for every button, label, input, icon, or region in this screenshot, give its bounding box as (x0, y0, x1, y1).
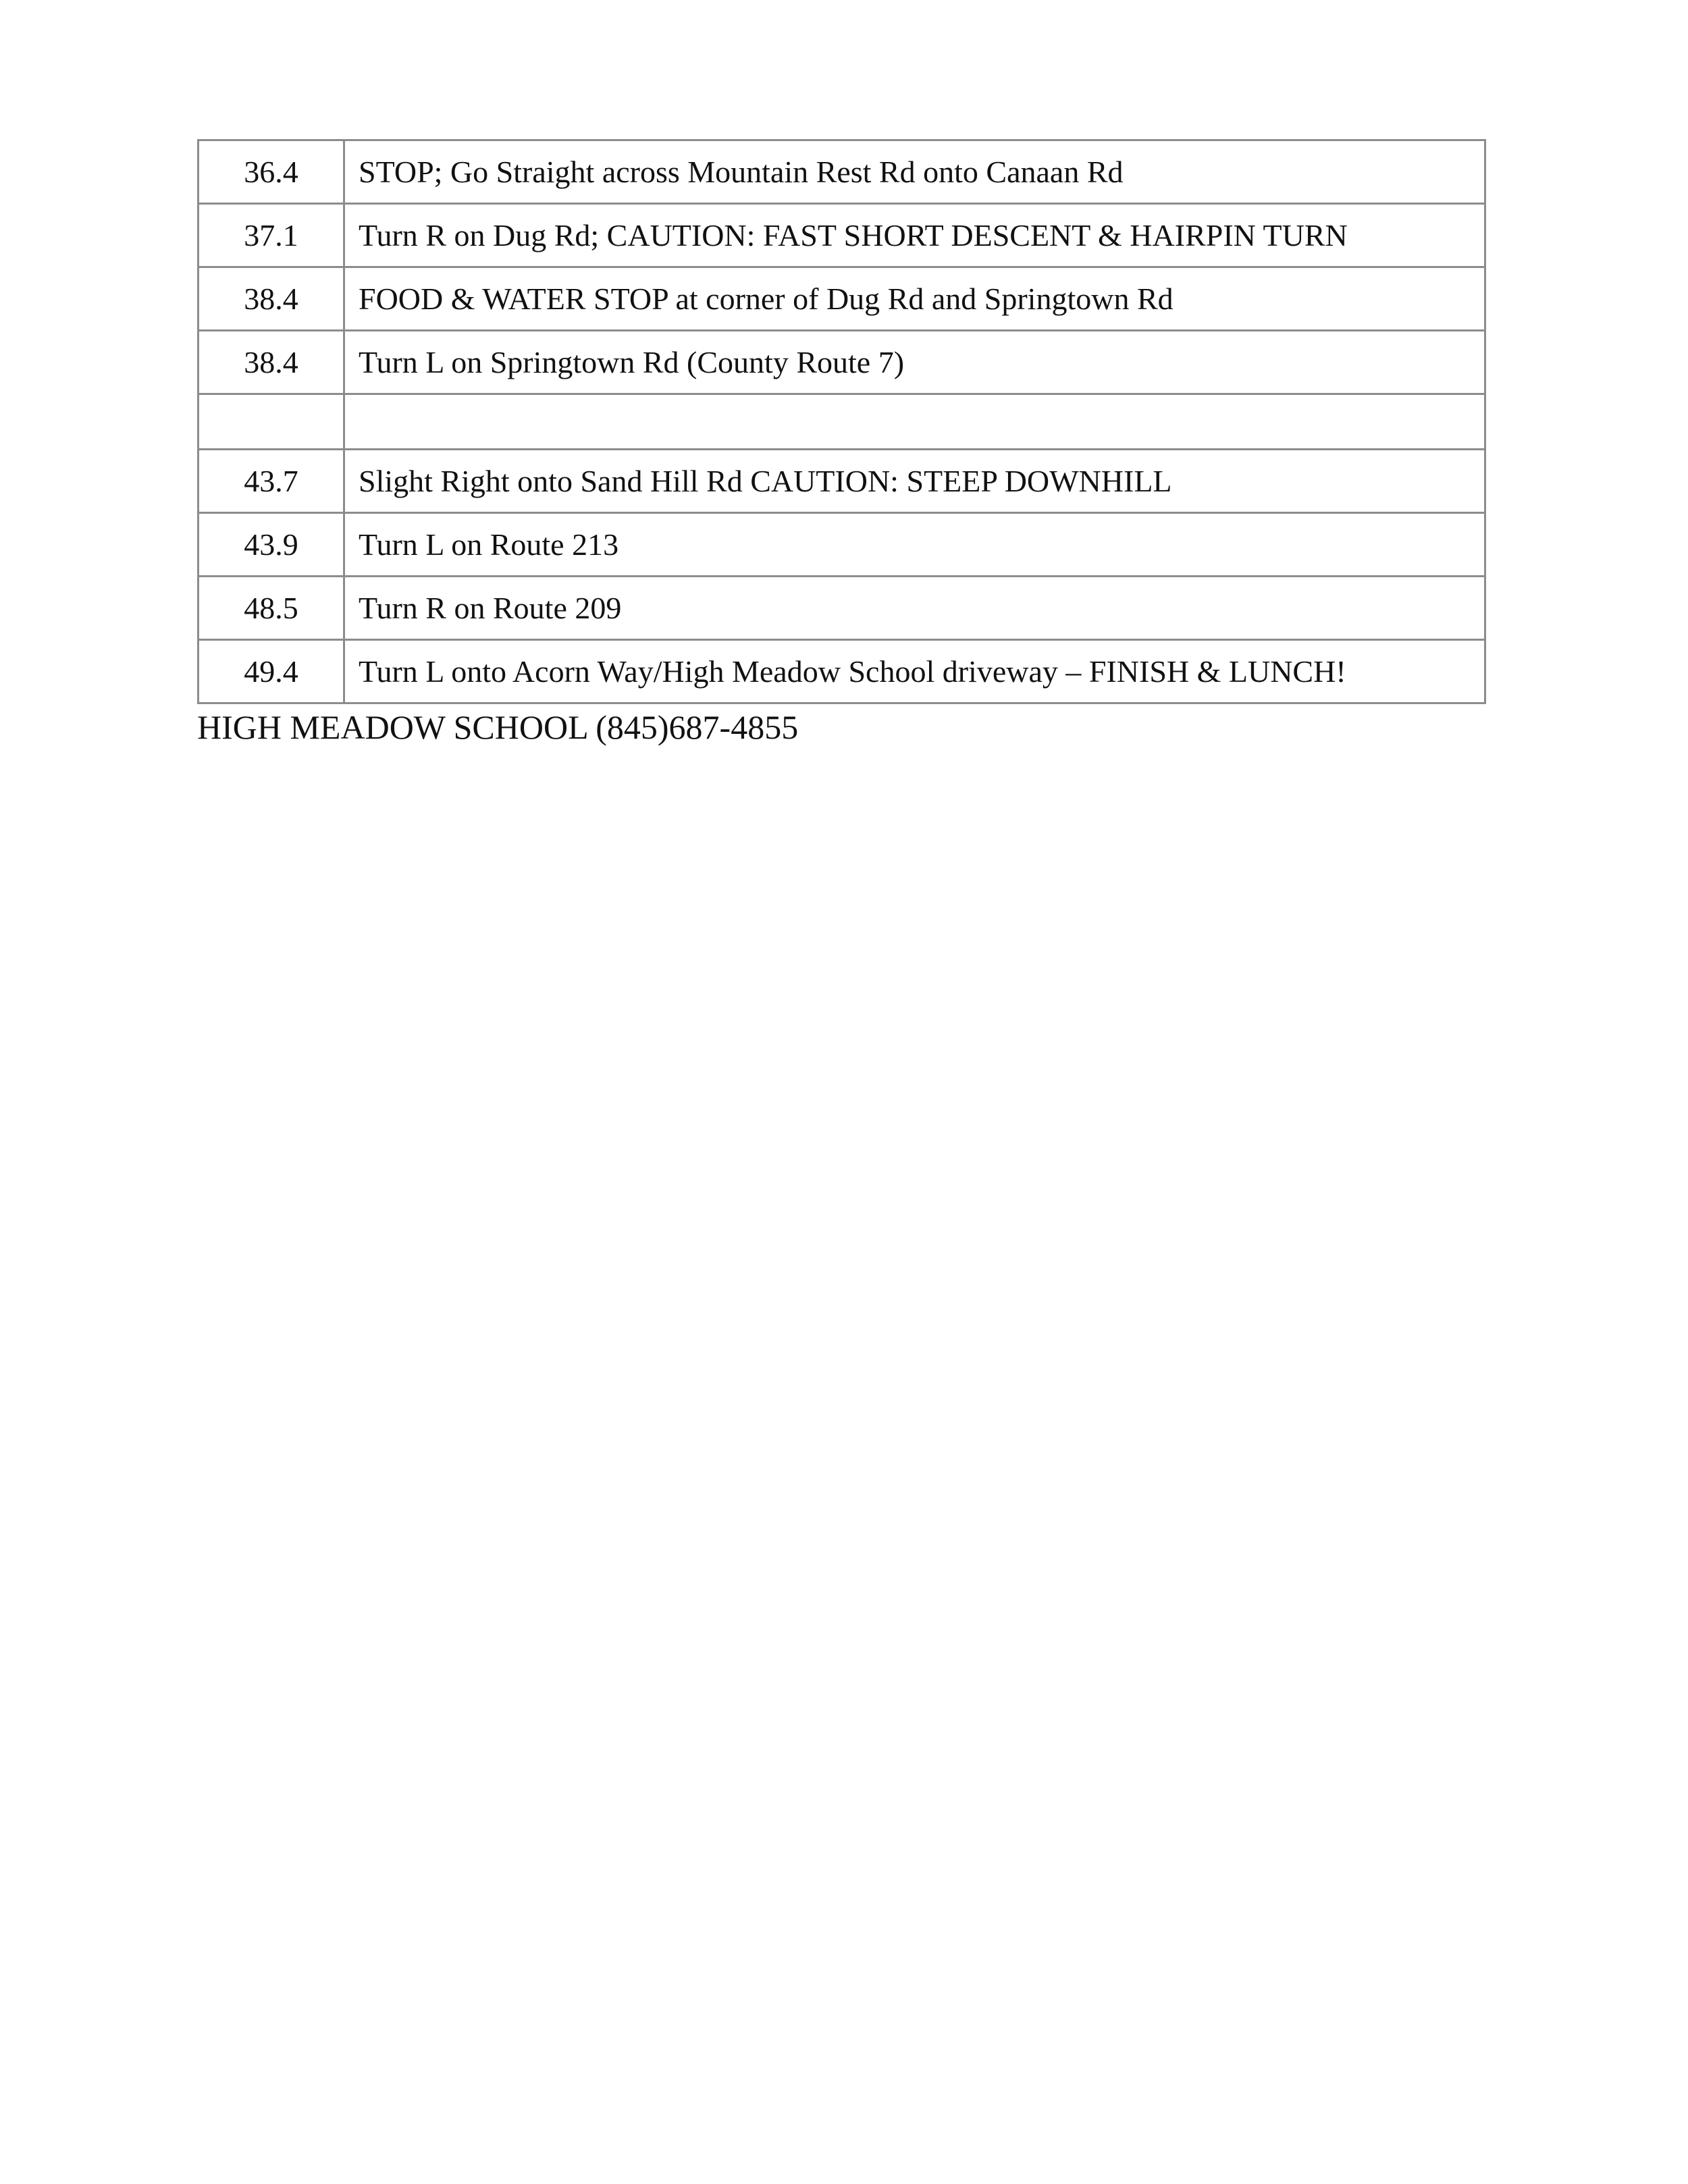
direction-cell: STOP; Go Straight across Mountain Rest Rd onto Canaan Rd (344, 140, 1485, 204)
table-row (199, 513, 1485, 577)
mileage-cell: 37.1 (199, 204, 344, 267)
direction-cell: Turn L on Springtown Rd (County Route 7) (344, 331, 1485, 394)
mileage-cell: 43.9 (199, 513, 344, 577)
mileage-cell: 49.4 (199, 640, 344, 703)
mileage-cell: 36.4 (199, 140, 344, 204)
direction-cell: FOOD & WATER STOP at corner of Dug Rd and Springtown Rd (344, 267, 1485, 331)
mileage-cell: 43.7 (199, 450, 344, 513)
mileage-cell: 38.4 (199, 267, 344, 331)
direction-cell: Turn L on Route 213 (344, 513, 1485, 577)
table-row (199, 140, 1485, 204)
direction-cell: Turn R on Route 209 (344, 577, 1485, 640)
mileage-cell: 48.5 (199, 577, 344, 640)
direction-cell: Turn L onto Acorn Way/High Meadow School driveway – FINISH & LUNCH! (344, 640, 1485, 703)
direction-cell: Slight Right onto Sand Hill Rd CAUTION: STEEP DOWNHILL (344, 450, 1485, 513)
table-row (199, 267, 1485, 331)
table-row (199, 577, 1485, 640)
cue-sheet-table (197, 139, 1486, 704)
table-row (199, 204, 1485, 267)
footer-contact-line: HIGH MEADOW SCHOOL (845)687-4855 (197, 708, 799, 746)
mileage-cell: 38.4 (199, 331, 344, 394)
table-row (199, 450, 1485, 513)
mileage-cell (199, 394, 344, 450)
direction-cell: Turn R on Dug Rd; CAUTION: FAST SHORT DESCENT & HAIRPIN TURN (344, 204, 1485, 267)
table-row-empty (199, 394, 1485, 450)
table-row (199, 640, 1485, 703)
table-row (199, 331, 1485, 394)
direction-cell (344, 394, 1485, 450)
